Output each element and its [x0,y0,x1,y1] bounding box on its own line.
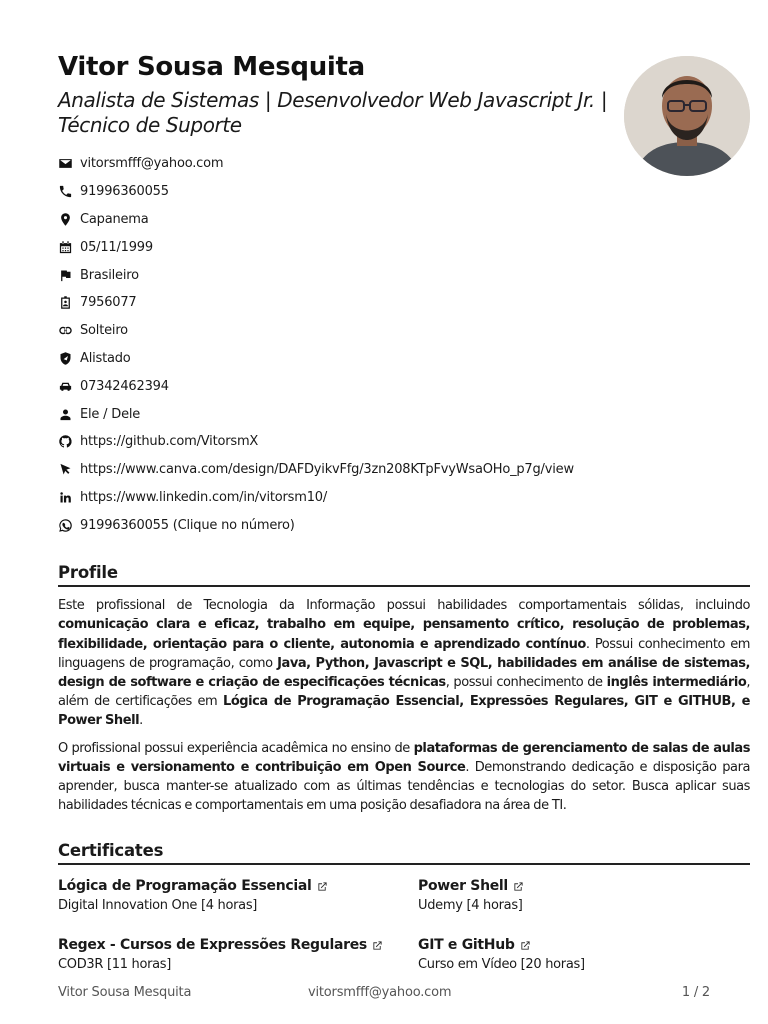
bold-text: Java, Python, Javascript e SQL, habilidades em análise de sistemas, design de software e criação de especificações técnicas [58,655,750,690]
certificate-item [418,936,750,974]
certificate-item [58,936,418,974]
contact-text: https://www.linkedin.com/in/vitorsm10/ [80,489,328,505]
certificate-provider: Udemy [4 horas] [418,898,523,914]
bold-text: inglês intermediário [606,674,747,690]
profile-section [58,563,750,815]
certificate-title-link[interactable] [418,936,750,955]
cursor-icon [58,462,80,478]
profile-paragraph-2 [58,739,750,816]
certificate-title-link[interactable] [58,936,418,955]
footer-email: vitorsmfff@yahoo.com [308,985,452,1000]
text-run: . Possui conhecimento em linguagens de programação, como [58,636,750,671]
calendar-icon [58,239,80,255]
certificates-grid [58,877,750,974]
contact-text: Capanema [80,211,149,227]
text-run: O profissional possui experiência acadêmica no ensino de [58,740,414,756]
person-icon [58,406,80,422]
certificate-title-link[interactable] [418,877,750,896]
contact-text: 91996360055 [80,184,169,200]
car-icon [58,378,80,394]
contact-phone[interactable] [58,178,750,206]
contact-text: vitorsmfff@yahoo.com [80,156,224,172]
contact-text: Ele / Dele [80,406,141,422]
certificate-item [418,877,750,915]
certificate-title: Lógica de Programação Essencial [58,878,312,895]
contact-text: https://github.com/VitorsmX [80,434,259,450]
github-icon [58,434,80,450]
certificate-title: Regex - Cursos de Expressões Regulares [58,937,367,954]
certificate-title-link[interactable] [58,877,418,896]
contact-text: Alistado [80,350,131,366]
contact-id [58,289,750,317]
contact-text: Brasileiro [80,267,139,283]
email-icon [58,156,80,172]
rings-icon [58,323,80,339]
contact-text: https://www.canva.com/design/DAFDyikvFfg/3zn208KTpFvyWsaOHo_p7g/view [80,462,574,478]
contact-pronouns [58,400,750,428]
bold-text: plataformas de gerenciamento de salas de aulas virtuais e versionamento e contribuição em Open Source [58,740,750,775]
phone-icon [58,184,80,200]
contact-github[interactable] [58,428,750,456]
profile-photo [624,56,750,176]
contact-text: 91996360055 (Clique no número) [80,517,295,533]
external-link-icon [513,881,524,892]
person-photo-icon [624,56,750,176]
certificate-provider: Curso em Vídeo [20 horas] [418,957,585,973]
flag-icon [58,267,80,283]
contact-text: 07342462394 [80,378,169,394]
contact-location [58,206,750,234]
contact-linkedin[interactable] [58,484,750,512]
id-badge-icon [58,295,80,311]
certificate-provider: Digital Innovation One [4 horas] [58,898,258,914]
certificate-item [58,877,418,915]
footer-page-number: 1 / 2 [681,985,710,1000]
contact-birthdate [58,233,750,261]
certificate-title: GIT e GitHub [418,937,515,954]
certificate-title: Power Shell [418,878,508,895]
page-footer [58,985,710,1003]
external-link-icon [520,940,531,951]
location-icon [58,211,80,227]
contact-text: Solteiro [80,323,128,339]
profile-paragraph-1 [58,596,750,730]
candidate-name: Vitor Sousa Mesquita [58,52,365,82]
bold-text: comunicação clara e eficaz, trabalho em equipe, pensamento crítico, resolução de problemas, flexibilidade, orientação para o cliente, autonomia e aprendizado contínuo [58,617,750,652]
text-run: Este profissional de Tecnologia da Informação possui habilidades comportamentais sólidas, incluindo [58,598,750,614]
certificates-heading: Certificates [58,841,750,865]
external-link-icon [372,940,383,951]
shield-icon [58,350,80,366]
contact-text: 7956077 [80,295,137,311]
text-run: , possui conhecimento de [445,674,607,690]
certificate-provider: COD3R [11 horas] [58,957,172,973]
resume-page [58,50,750,974]
bold-text: Lógica de Programação Essencial, Expressões Regulares, GIT e GITHUB, e Power Shell [58,694,750,729]
external-link-icon [317,881,328,892]
footer-name: Vitor Sousa Mesquita [58,985,192,1000]
text-run: . [139,713,143,729]
certificates-section [58,841,750,974]
contact-marital-status [58,317,750,345]
linkedin-icon [58,489,80,505]
contact-military [58,345,750,373]
contact-driver-license [58,372,750,400]
contact-text: 05/11/1999 [80,239,153,255]
text-run: , além de certificações em [58,674,751,710]
contact-canva[interactable] [58,456,750,484]
candidate-headline: Analista de Sistemas | Desenvolvedor Web Javascript Jr. | Técnico de Suporte [58,88,608,137]
contact-list [58,150,750,539]
text-run: . Demonstrando dedicação e disposição para aprender, busca manter-se atualizado com as últimas tendências e tecnologias do setor. Busca aplicar suas habilidades técnicas e comportamentais em uma posição desafiadora na área de TI. [58,759,750,814]
contact-whatsapp[interactable] [58,511,750,539]
profile-heading: Profile [58,563,750,587]
whatsapp-icon [58,517,80,533]
contact-nationality [58,261,750,289]
